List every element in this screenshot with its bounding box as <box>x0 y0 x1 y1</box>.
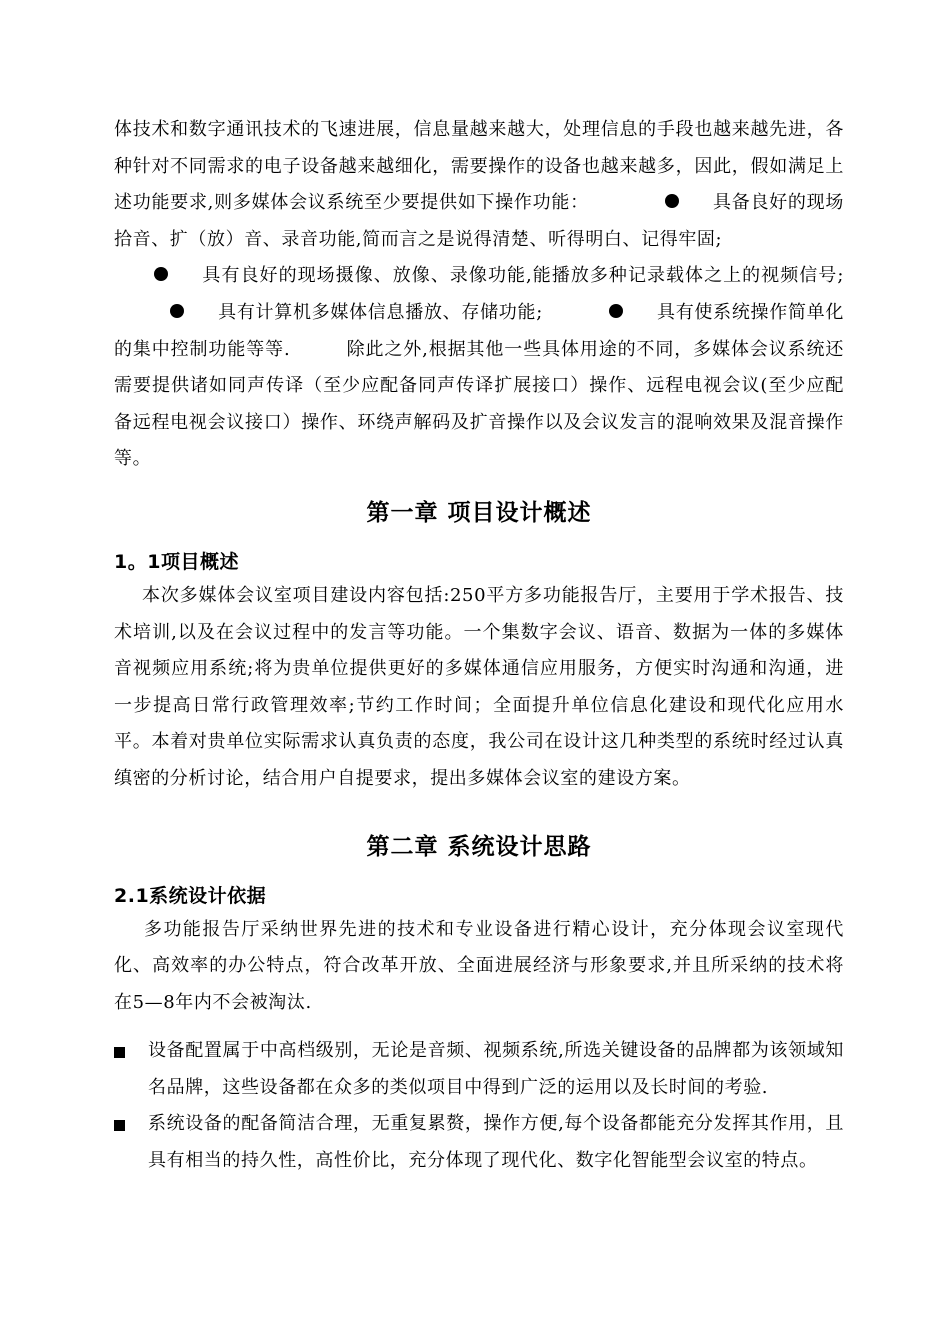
chapter1-title: 第一章 项目设计概述 <box>366 499 592 526</box>
intro-bullet-3: 具有计算机多媒体信息播放、存储功能; <box>218 301 543 323</box>
section-1-1-title: 1。1项目概述 <box>114 550 239 573</box>
chapter1-body: 本次多媒体会议室项目建设内容包括:250平方多功能报告厅，主要用于学术报告、技术培训,以及在会议过程中的发言等功能。一个集数字会议、语音、数据为一体的多媒体音视频应用系统;将为贵单位提供更好的多媒体通信应用服务，方便实时沟通和沟通，进一步提高日常行政管理效率;节约工作时间；全面提升单位信息化建设和现代化应用水平。本着对贵单位实际需求认真负责的态度，我公司在设计这几种类型的系统时经过认真缜密的分析讨论，结合用户自提要求，提出多媒体会议室的建设方案。 <box>114 584 844 789</box>
bullet-dot-icon <box>170 304 184 318</box>
document-page <box>114 112 844 1180</box>
list-item-text: 系统设备的配备简洁合理，无重复累赘，操作方便,每个设备都能充分发挥其作用，且具有相当的持久性，高性价比，充分体现了现代化、数字化智能型会议室的特点。 <box>148 1113 844 1172</box>
intro-paragraph <box>114 112 844 478</box>
chapter2-title: 第二章 系统设计思路 <box>366 833 592 860</box>
intro-text-1: 体技术和数字通讯技术的飞速进展，信息量越来越大，处理信息的手段也越来越先进，各种针对不同需求的电子设备越来越细化，需要操作的设备也越来越多，因此，假如满足上述功能要求,则多媒体会议系统至少要提供如下操作功能： <box>114 119 844 214</box>
list-item-text: 设备配置属于中高档级别，无论是音频、视频系统,所选关键设备的品牌都为该领域知名品牌，这些设备都在众多的类似项目中得到广泛的运用以及长时间的考验. <box>148 1040 844 1098</box>
square-bullet-icon <box>114 1120 125 1131</box>
intro-bullet-1: 具备良好的现场拾音、扩（放）音、录音功能,简而言之是说得清楚、听得明白、记得牢固; <box>114 192 844 250</box>
list-item <box>114 1033 844 1106</box>
bullet-dot-icon <box>665 194 679 208</box>
bullet-dot-icon <box>609 304 623 318</box>
square-bullet-icon <box>114 1047 125 1058</box>
design-basis-list <box>114 1033 844 1179</box>
intro-tail: 除此之外,根据其他一些具体用途的不同，多媒体会议系统还需要提供诸如同声传译（至少应配备同声传译扩展接口）操作、远程电视会议(至少应配备远程电视会议接口）操作、环绕声解码及扩音操作以及会议发言的混响效果及混音操作等。 <box>114 338 844 470</box>
list-item <box>114 1106 844 1179</box>
bullet-dot-icon <box>154 267 168 281</box>
section-2-1-title: 2.1系统设计依据 <box>114 884 267 907</box>
chapter2-body: 多功能报告厅采纳世界先进的技术和专业设备进行精心设计，充分体现会议室现代化、高效率的办公特点，符合改革开放、全面进展经济与形象要求,并且所采纳的技术将在5—8年内不会被淘汰. <box>114 918 844 1013</box>
intro-bullet-4: 具有使系统操作简单化的集中控制功能等等. <box>114 301 844 360</box>
intro-bullet-2: 具有良好的现场摄像、放像、录像功能,能播放多种记录载体之上的视频信号; <box>202 265 844 287</box>
